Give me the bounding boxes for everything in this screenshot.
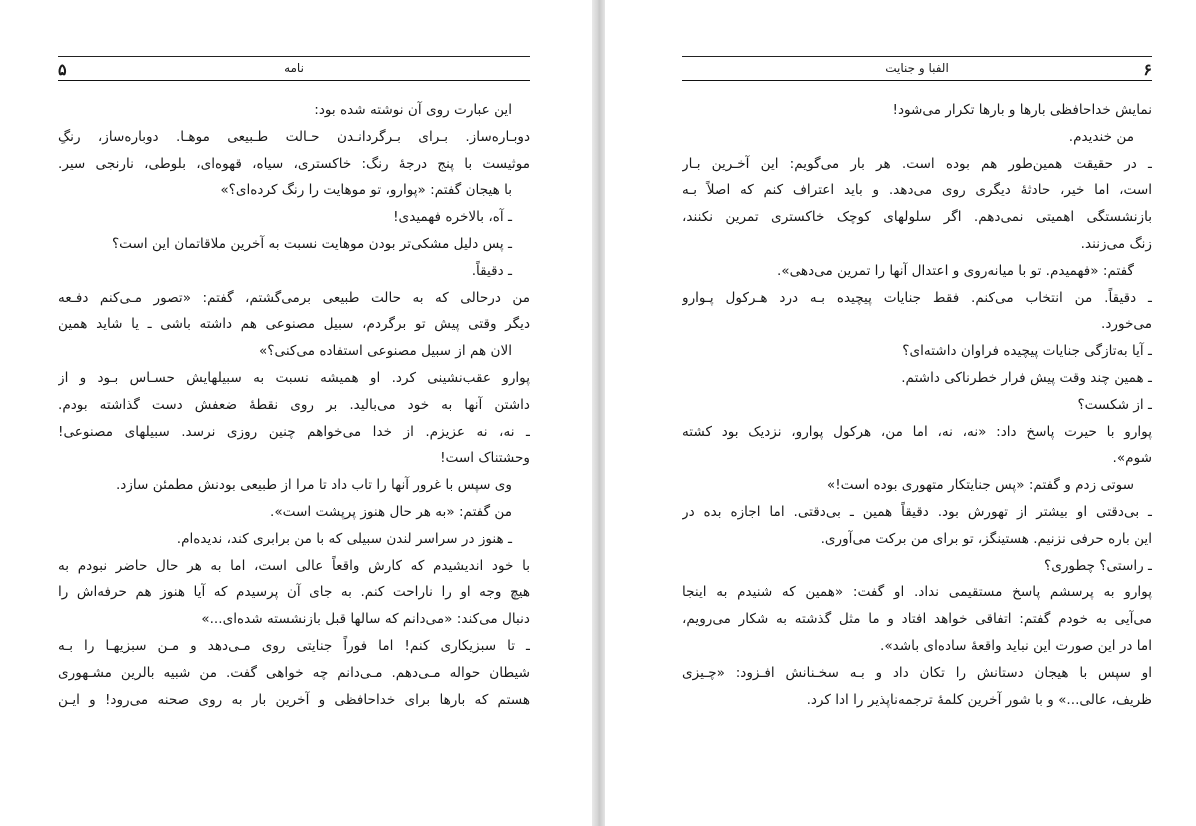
page-number: ۶ bbox=[1143, 60, 1152, 79]
text-line: دیگر وقتی پیش تو برگردم، سبیل مصنوعی هم داشته باشی ـ یا شاید همین bbox=[58, 316, 530, 333]
running-title: نامه bbox=[284, 61, 304, 75]
text-line: من گفتم: «به هر حال هنوز پرپشت است». bbox=[270, 503, 512, 520]
right-page-header bbox=[682, 54, 1152, 80]
text-line: ـ راستی؟ چطوری؟ bbox=[1044, 557, 1152, 574]
header-rule-bottom bbox=[682, 80, 1152, 81]
text-line: دنبال می‌کند: «می‌دانم که سالها قبل بازنشسته شده‌ای...» bbox=[201, 611, 530, 628]
text-line: الان هم از سبیل مصنوعی استفاده می‌کنی؟» bbox=[258, 343, 512, 360]
header-rule-bottom bbox=[58, 80, 530, 81]
text-line: ـ همین چند وقت پیش فرار خطرناکی داشتم. bbox=[901, 369, 1152, 386]
text-line: او سپس با هیجان دستانش را تکان داد و بـه سخـنانش افـزود: «چـیزی bbox=[682, 664, 1152, 681]
text-line: ـ بی‌دقتی او بیشتر از تهورش بود. دقیقاً همین ـ بی‌دقتی. اما اجازه بده در bbox=[682, 503, 1152, 520]
text-line: ـ آیا به‌تازگی جنایات پیچیده فراوان داشته‌ای؟ bbox=[902, 343, 1152, 360]
page-number: ۵ bbox=[58, 60, 67, 79]
text-line: با خود اندیشیدم که کارش واقعاً عالی است، اما به هر حال حاضر نبودم به bbox=[58, 557, 530, 574]
text-line: ـ نه، نه عزیزم. از خدا می‌خواهم چنین روزی نرسد. سبیلهای مصنوعی! bbox=[58, 423, 530, 440]
text-line: پوارو با حیرت پاسخ داد: «نه، نه، اما من، هرکول پوارو، نزدیک بود کشته bbox=[682, 423, 1152, 440]
text-line: ـ در حقیقت همین‌طور هم بوده است. هر بار می‌گویم: این آخـرین بـار bbox=[682, 155, 1152, 172]
text-line: داشتن آنها به خود می‌بالید. بر روی نقطهٔ ضعفش دست گذاشته بودم. bbox=[58, 396, 530, 413]
text-line: با هیجان گفتم: «پوارو، تو موهایت را رنگ کرده‌ای؟» bbox=[220, 182, 512, 199]
text-line: پوارو به پرسشم پاسخ مستقیمی نداد. او گفت: «همین که شنیدم به اینجا bbox=[682, 584, 1152, 601]
right-page bbox=[605, 0, 1196, 826]
text-line: اما در این صورت این نباید واقعهٔ ساده‌ای باشد». bbox=[880, 637, 1152, 654]
text-line: نمایش خداحافظی بارها و بارها تکرار می‌شود! bbox=[892, 102, 1152, 118]
text-line: می‌آیی به خودم گفتم: اتفاقی خواهد افتاد و ما مثل گذشته به شکار می‌رویم، bbox=[682, 611, 1152, 628]
left-page-header bbox=[58, 54, 530, 80]
text-line: است، اما خیر، حادثهٔ دیگری روی می‌دهد. و باید اعتراف کنم که اصلاً بـه bbox=[682, 182, 1152, 199]
text-line: این باره حرفی نزنیم. هستینگز، تو برای من برکت می‌آوری. bbox=[820, 530, 1152, 547]
text-line: وی سپس با غرور آنها را تاب داد تا مرا از طبیعی بودنش مطمئن سازد. bbox=[115, 477, 512, 494]
text-line: می‌خورد. bbox=[1101, 316, 1152, 333]
text-line: ظریف، عالی...» و با شور آخرین کلمهٔ ترجمه‌ناپذیر را ادا کرد. bbox=[806, 691, 1152, 708]
text-line: ـ از شکست؟ bbox=[1077, 396, 1152, 413]
text-line: موثیست با پنج درجهٔ رنگ: خاکستری، سیاه، قهوه‌ای، بلوطی، نارنجی سیر. bbox=[58, 155, 530, 172]
header-rule-top bbox=[58, 56, 530, 57]
book-gutter bbox=[592, 0, 605, 826]
text-line: زنگ می‌زنند. bbox=[1080, 235, 1152, 252]
text-line: پوارو عقب‌نشینی کرد. او همیشه نسبت به سبیلهایش حسـاس بـود و از bbox=[58, 369, 530, 386]
text-line: وحشتناک است! bbox=[440, 450, 530, 467]
text-line: ـ دقیقاً. من انتخاب می‌کنم. فقط جنایات پیچیده بـه درد هـرکول پـوارو bbox=[682, 289, 1152, 306]
text-line: ـ هنوز در سراسر لندن سبیلی که با من برابری کند، ندیده‌ام. bbox=[176, 530, 512, 547]
right-page-body bbox=[682, 97, 1152, 713]
left-page-body bbox=[58, 97, 530, 713]
header-rule-top bbox=[682, 56, 1152, 57]
text-line: سوتی زدم و گفتم: «پس جنایتکار متهوری بوده است!» bbox=[826, 477, 1134, 494]
text-line: شیطان حواله مـی‌دهم. مـی‌دانم چه خواهی گفت. من شبیه بالرین مشـهوری bbox=[58, 664, 530, 681]
text-line: این عبارت روی آن نوشته شده بود: bbox=[314, 102, 512, 118]
text-line: ـ پس دلیل مشکی‌تر بودن موهایت نسبت به آخرین ملاقاتمان این است؟ bbox=[111, 235, 512, 252]
left-page bbox=[0, 0, 592, 826]
text-line: هستم که بارها برای خداحافظی و آخرین بار به روی صحنه می‌رود! و ایـن bbox=[58, 691, 530, 708]
text-line: گفتم: «فهمیدم. تو با میانه‌روی و اعتدال آنها را تمرین می‌دهی». bbox=[776, 262, 1134, 279]
text-line: شوم». bbox=[1112, 450, 1152, 467]
text-line: بازنشستگی اهمیتی نمی‌دهم. اگر سلولهای کوچک خاکستری تمرین نکنند، bbox=[682, 209, 1152, 226]
text-line: هیچ وجه او را ناراحت کنم. به جای آن پرسیدم که آیا هنوز هم حرفه‌اش را bbox=[58, 584, 530, 601]
text-line: دوبـاره‌ساز. بـرای بـرگردانـدن حـالت طـبیعی موهـا. دوباره‌ساز، رنگِ bbox=[58, 128, 530, 145]
text-line: ـ دقیقاً. bbox=[471, 262, 512, 279]
text-line: من درحالی که به حالت طبیعی برمی‌گشتم، گفتم: «تصور مـی‌کنم دفـعه bbox=[58, 289, 530, 306]
text-line: ـ آه، بالاخره فهمیدی! bbox=[393, 209, 512, 226]
text-line: ـ تا سبزیکاری کنم! اما فوراً جنایتی روی مـی‌دهد و مـن سبزیهـا را بـه bbox=[58, 637, 530, 654]
text-line: من خندیدم. bbox=[1068, 128, 1134, 145]
running-title: الفبا و جنایت bbox=[885, 61, 949, 75]
